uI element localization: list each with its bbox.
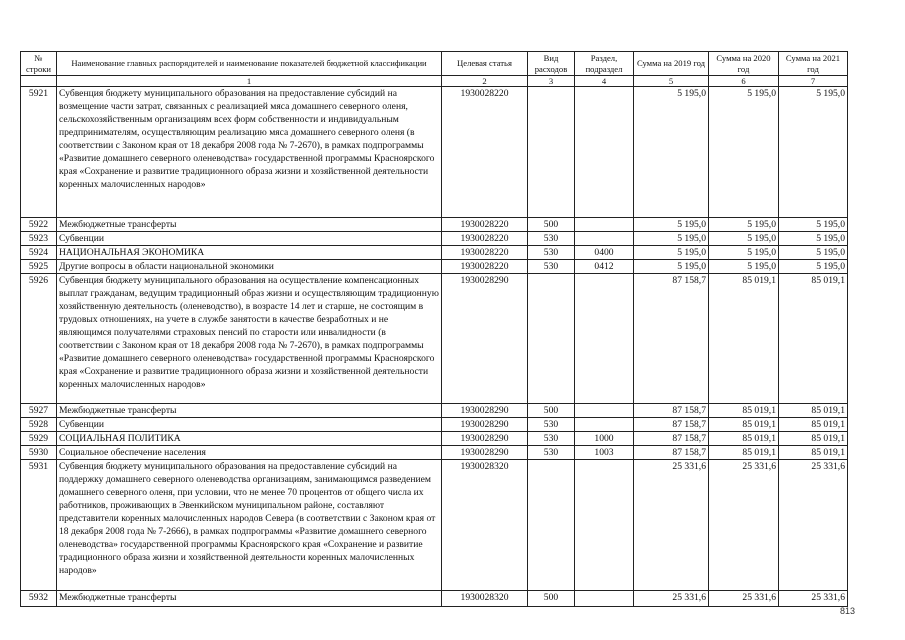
sum-2021: 25 331,6 [779, 460, 848, 591]
column-number-empty [21, 76, 57, 87]
header-row-number: № строки [21, 52, 57, 76]
table-row [21, 246, 848, 260]
sum-2021: 5 195,0 [779, 87, 848, 218]
row-number: 5929 [21, 432, 57, 446]
page-number: 813 [840, 606, 856, 616]
sum-2020: 5 195,0 [709, 218, 779, 232]
sum-2020: 85 019,1 [709, 446, 779, 460]
sum-2020: 85 019,1 [709, 404, 779, 418]
column-number-2: 2 [442, 76, 528, 87]
table-row [21, 274, 848, 404]
expense-type: 530 [528, 246, 575, 260]
sum-2019: 25 331,6 [634, 591, 709, 607]
column-number-7: 7 [779, 76, 848, 87]
sum-2019: 87 158,7 [634, 404, 709, 418]
column-number-row [21, 76, 848, 87]
column-number-6: 6 [709, 76, 779, 87]
table-row [21, 87, 848, 218]
sum-2021: 5 195,0 [779, 218, 848, 232]
sum-2021: 85 019,1 [779, 274, 848, 404]
sum-2019: 25 331,6 [634, 460, 709, 591]
sum-2020: 5 195,0 [709, 232, 779, 246]
target-article: 1930028290 [442, 274, 528, 404]
row-name: Субвенция бюджету муниципального образования на предоставление субсидий на возмещение части затрат, связанных с реализацией мяса домашнего северного оленя, сельскохозяйственным организациям всех форм собственности и индивидуальным предпринимателям, осуществляющим реализацию мяса домашнего северного оленя (в соответствии с Законом края от 18 декабря 2008 года № 7-2670), в рамках подпрограммы «Развитие домашнего северного оленеводства» государственной программы Красноярского края «Сохранение и развитие традиционного образа жизни и хозяйственной деятельности коренных малочисленных народов» [57, 87, 442, 218]
column-number-1: 1 [57, 76, 442, 87]
sum-2020: 5 195,0 [709, 87, 779, 218]
sum-2021: 5 195,0 [779, 232, 848, 246]
header-row [21, 52, 848, 76]
expense-type: 530 [528, 446, 575, 460]
section [575, 591, 634, 607]
expense-type: 530 [528, 260, 575, 274]
target-article: 1930028220 [442, 246, 528, 260]
target-article: 1930028220 [442, 218, 528, 232]
expense-type [528, 274, 575, 404]
row-number: 5928 [21, 418, 57, 432]
section [575, 218, 634, 232]
table-body [21, 87, 848, 607]
sum-2021: 85 019,1 [779, 404, 848, 418]
row-name: Социальное обеспечение населения [57, 446, 442, 460]
sum-2019: 5 195,0 [634, 246, 709, 260]
target-article: 1930028290 [442, 432, 528, 446]
sum-2021: 25 331,6 [779, 591, 848, 607]
table-row [21, 232, 848, 246]
table-row [21, 260, 848, 274]
row-name: Субвенция бюджету муниципального образования на предоставление субсидий на поддержку домашнего северного оленеводства организациям, занимающимся разведением домашнего северного оленя, при условии, что не менее 70 процентов от общего числа их работников, проживающих в Эвенкийском муниципальном районе, составляют представители коренных малочисленных народов Севера (в соответствии с Законом края от 18 декабря 2008 года № 7-2666), в рамках подпрограммы «Развитие домашнего северного оленеводства» государственной программы Красноярского края «Сохранение и развитие традиционного образа жизни и хозяйственной деятельности коренных малочисленных народов» [57, 460, 442, 591]
sum-2019: 87 158,7 [634, 274, 709, 404]
row-name: Межбюджетные трансферты [57, 218, 442, 232]
row-number: 5930 [21, 446, 57, 460]
expense-type: 500 [528, 218, 575, 232]
target-article: 1930028290 [442, 404, 528, 418]
row-number: 5923 [21, 232, 57, 246]
sum-2020: 85 019,1 [709, 418, 779, 432]
sum-2021: 5 195,0 [779, 260, 848, 274]
table-row [21, 591, 848, 607]
sum-2019: 5 195,0 [634, 260, 709, 274]
header-sum-2019: Сумма на 2019 год [634, 52, 709, 76]
sum-2020: 85 019,1 [709, 274, 779, 404]
target-article: 1930028320 [442, 460, 528, 591]
target-article: 1930028290 [442, 418, 528, 432]
expense-type: 530 [528, 418, 575, 432]
row-name: Межбюджетные трансферты [57, 591, 442, 607]
sum-2020: 25 331,6 [709, 591, 779, 607]
target-article: 1930028220 [442, 232, 528, 246]
section [575, 418, 634, 432]
table-row [21, 432, 848, 446]
section [575, 460, 634, 591]
row-number: 5931 [21, 460, 57, 591]
table-row [21, 404, 848, 418]
row-number: 5927 [21, 404, 57, 418]
header-name: Наименование главных распорядителей и наименование показателей бюджетной классификации [57, 52, 442, 76]
sum-2020: 25 331,6 [709, 460, 779, 591]
row-number: 5926 [21, 274, 57, 404]
expense-type [528, 87, 575, 218]
section: 1003 [575, 446, 634, 460]
column-number-5: 5 [634, 76, 709, 87]
section [575, 87, 634, 218]
row-name: Другие вопросы в области национальной экономики [57, 260, 442, 274]
sum-2019: 87 158,7 [634, 446, 709, 460]
row-number: 5925 [21, 260, 57, 274]
expense-type: 500 [528, 591, 575, 607]
row-name: Субвенции [57, 232, 442, 246]
sum-2021: 85 019,1 [779, 446, 848, 460]
sum-2019: 87 158,7 [634, 432, 709, 446]
section [575, 404, 634, 418]
sum-2019: 5 195,0 [634, 87, 709, 218]
expense-type: 500 [528, 404, 575, 418]
section: 0412 [575, 260, 634, 274]
sum-2021: 5 195,0 [779, 246, 848, 260]
header-target-article: Целевая статья [442, 52, 528, 76]
row-name: СОЦИАЛЬНАЯ ПОЛИТИКА [57, 432, 442, 446]
row-name: Субвенции [57, 418, 442, 432]
column-number-3: 3 [528, 76, 575, 87]
target-article: 1930028290 [442, 446, 528, 460]
table-row [21, 218, 848, 232]
sum-2020: 5 195,0 [709, 246, 779, 260]
row-name: НАЦИОНАЛЬНАЯ ЭКОНОМИКА [57, 246, 442, 260]
target-article: 1930028220 [442, 87, 528, 218]
row-number: 5922 [21, 218, 57, 232]
row-number: 5924 [21, 246, 57, 260]
header-expense-type: Вид расходов [528, 52, 575, 76]
expense-type: 530 [528, 232, 575, 246]
header-sum-2020: Сумма на 2020 год [709, 52, 779, 76]
expense-type: 530 [528, 432, 575, 446]
table-row [21, 418, 848, 432]
section: 1000 [575, 432, 634, 446]
table-row [21, 460, 848, 591]
target-article: 1930028320 [442, 591, 528, 607]
header-section: Раздел, подраздел [575, 52, 634, 76]
row-name: Межбюджетные трансферты [57, 404, 442, 418]
budget-table [20, 51, 848, 607]
sum-2021: 85 019,1 [779, 418, 848, 432]
section [575, 232, 634, 246]
sum-2019: 5 195,0 [634, 232, 709, 246]
section [575, 274, 634, 404]
row-name: Субвенция бюджету муниципального образования на осуществление компенсационных выплат гражданам, ведущим традиционный образ жизни и осуществляющим традиционную хозяйственную деятельность (оленеводство), в возрасте 14 лет и старше, не состоящим в трудовых отношениях, на учете в службе занятости в качестве безработных и не являющимся получателями страховых пенсий по старости или инвалидности (в соответствии с Законом края от 18 декабря 2008 года № 7-2670), в рамках подпрограммы «Развитие домашнего северного оленеводства» государственной программы Красноярского края «Сохранение и развитие традиционного образа жизни и хозяйственной деятельности коренных малочисленных народов» [57, 274, 442, 404]
table-row [21, 446, 848, 460]
target-article: 1930028220 [442, 260, 528, 274]
sum-2019: 87 158,7 [634, 418, 709, 432]
row-number: 5932 [21, 591, 57, 607]
section: 0400 [575, 246, 634, 260]
expense-type [528, 460, 575, 591]
row-number: 5921 [21, 87, 57, 218]
sum-2021: 85 019,1 [779, 432, 848, 446]
sum-2020: 5 195,0 [709, 260, 779, 274]
sum-2020: 85 019,1 [709, 432, 779, 446]
column-number-4: 4 [575, 76, 634, 87]
header-sum-2021: Сумма на 2021 год [779, 52, 848, 76]
sum-2019: 5 195,0 [634, 218, 709, 232]
